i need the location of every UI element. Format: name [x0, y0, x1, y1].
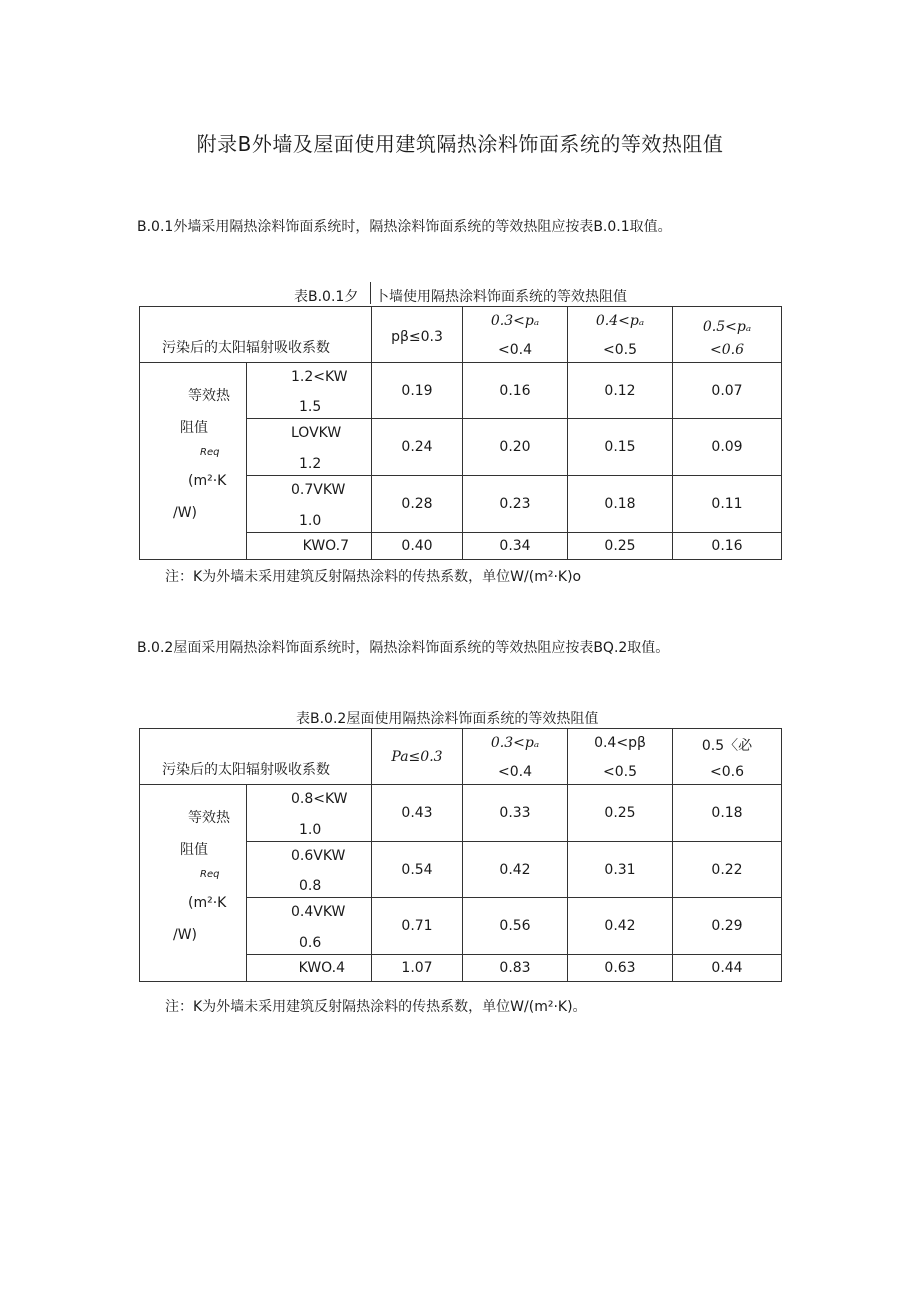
value-cell: 1.07: [372, 955, 463, 982]
table1: [139, 306, 782, 560]
table1-col2-a: 0.4<pₐ: [595, 313, 645, 329]
value-cell: 0.42: [568, 898, 673, 955]
value-cell: 0.20: [463, 419, 568, 476]
table1-note: 注：K为外墙未采用建筑反射隔热涂料的传热系数，单位W/(m²·K)o: [165, 569, 582, 585]
caption-divider: [370, 282, 371, 304]
table-row: [140, 785, 782, 842]
value-cell: 0.16: [463, 363, 568, 419]
range-cell: [247, 363, 372, 419]
value-cell: 0.16: [673, 533, 782, 560]
value-cell: 0.19: [372, 363, 463, 419]
value-cell: 0.22: [673, 842, 782, 898]
range-b: 1.0: [299, 513, 322, 529]
table1-col0-a: pβ≤0.3: [391, 329, 443, 345]
value-cell: 0.28: [372, 476, 463, 533]
value-cell: 0.12: [568, 363, 673, 419]
table1-col1-b: <0.4: [498, 342, 532, 358]
value-cell: 0.34: [463, 533, 568, 560]
value-cell: 0.24: [372, 419, 463, 476]
table2-col0-a: Pa≤0.3: [391, 749, 443, 765]
table2-col2-a: 0.4<pβ: [594, 735, 646, 751]
table-row: [140, 363, 782, 419]
table1-col3-b: <0.6: [710, 342, 744, 358]
row-label-l3: Req: [200, 447, 220, 458]
range-a: 0.6VKW: [291, 848, 346, 864]
value-cell: 0.56: [463, 898, 568, 955]
table1-col-header: [463, 307, 568, 363]
value-cell: 0.25: [568, 533, 673, 560]
table1-caption-left: 表B.0.1夕: [294, 289, 359, 305]
row-label-l2: 阻值: [180, 842, 208, 858]
table1-header-label: 污染后的太阳辐射吸收系数: [162, 340, 330, 356]
range-a: 0.7VKW: [291, 482, 346, 498]
value-cell: 0.63: [568, 955, 673, 982]
value-cell: 0.11: [673, 476, 782, 533]
page-title: 附录B外墙及屋面使用建筑隔热涂料饰面系统的等效热阻值: [196, 132, 724, 156]
row-label-l1: 等效热: [188, 388, 230, 404]
table2-caption: 表B.0.2屋面使用隔热涂料饰面系统的等效热阻值: [296, 711, 599, 727]
range-cell: KWO.7: [247, 533, 372, 560]
value-cell: 0.18: [568, 476, 673, 533]
table1-col-header: [568, 307, 673, 363]
row-label-l2: 阻值: [180, 420, 208, 436]
range-a: 0.8<KW: [291, 791, 348, 807]
table2-row-label-cell: [140, 785, 247, 982]
table1-row-label-cell: [140, 363, 247, 560]
value-cell: 0.40: [372, 533, 463, 560]
range-cell: [247, 842, 372, 898]
range-cell: [247, 898, 372, 955]
range-cell: KWO.4: [247, 955, 372, 982]
value-cell: 0.09: [673, 419, 782, 476]
table2-header-label: 污染后的太阳辐射吸收系数: [162, 762, 330, 778]
table1-col1-a: 0.3<pₐ: [490, 313, 540, 329]
range-b: 0.8: [299, 878, 322, 894]
table2-col3-b: <0.6: [710, 764, 744, 780]
value-cell: 0.25: [568, 785, 673, 842]
value-cell: 0.23: [463, 476, 568, 533]
range-cell: [247, 419, 372, 476]
range-b: 0.6: [299, 935, 322, 951]
row-label-l4: (m²·K: [188, 895, 227, 911]
table2-header-row: [140, 729, 782, 785]
table2-col-header: [372, 729, 463, 785]
value-cell: 0.44: [673, 955, 782, 982]
range-b: 1.5: [299, 399, 322, 415]
value-cell: 0.42: [463, 842, 568, 898]
value-cell: 0.07: [673, 363, 782, 419]
table2-col1-a: 0.3<pₐ: [490, 735, 540, 751]
paragraph-b01: B.0.1外墙采用隔热涂料饰面系统时，隔热涂料饰面系统的等效热阻应按表B.0.1取值。: [137, 219, 672, 235]
range-cell: [247, 476, 372, 533]
value-cell: 0.31: [568, 842, 673, 898]
table2-col2-b: <0.5: [603, 764, 637, 780]
table2: [139, 728, 782, 982]
row-label-l5: /W): [173, 505, 198, 521]
table1-col-header: [372, 307, 463, 363]
row-label-l4: (m²·K: [188, 473, 227, 489]
value-cell: 0.15: [568, 419, 673, 476]
table2-col1-b: <0.4: [498, 764, 532, 780]
value-cell: 0.18: [673, 785, 782, 842]
row-label-l3: Req: [200, 869, 220, 880]
value-cell: 0.54: [372, 842, 463, 898]
table2-header-label-cell: [140, 729, 372, 785]
table1-caption-right: 卜墙使用隔热涂料饰面系统的等效热阻值: [375, 289, 627, 305]
table1-header-label-cell: [140, 307, 372, 363]
value-cell: 0.71: [372, 898, 463, 955]
range-a: 1.2<KW: [291, 369, 348, 385]
range-a: 0.4VKW: [291, 904, 346, 920]
row-label-l1: 等效热: [188, 810, 230, 826]
value-cell: 0.29: [673, 898, 782, 955]
table2-col3-a: 0.5〈必: [701, 738, 753, 754]
paragraph-b02: B.0.2屋面采用隔热涂料饰面系统时，隔热涂料饰面系统的等效热阻应按表BQ.2取值。: [137, 640, 670, 656]
row-label-l5: /W): [173, 927, 198, 943]
value-cell: 0.43: [372, 785, 463, 842]
range-a: LOVKW: [291, 425, 342, 441]
table2-col-header: [568, 729, 673, 785]
range-b: 1.0: [299, 822, 322, 838]
range-b: 1.2: [299, 456, 322, 472]
table2-col-header: [673, 729, 782, 785]
value-cell: 0.83: [463, 955, 568, 982]
table1-col-header: [673, 307, 782, 363]
range-cell: [247, 785, 372, 842]
table2-col-header: [463, 729, 568, 785]
table1-col3-a: 0.5<pₐ: [702, 319, 752, 335]
table1-col2-b: <0.5: [603, 342, 637, 358]
table1-header-row: [140, 307, 782, 363]
value-cell: 0.33: [463, 785, 568, 842]
table2-note: 注：K为外墙未采用建筑反射隔热涂料的传热系数，单位W/(m²·K)。: [165, 999, 587, 1015]
